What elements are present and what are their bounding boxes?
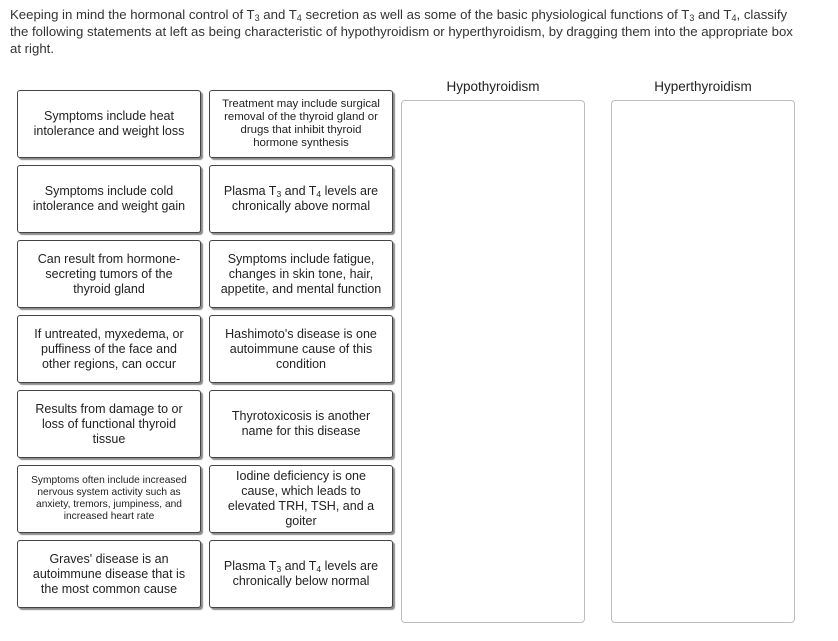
drag-card-fatigue-symptoms[interactable]: Symptoms include fatigue, changes in skin tone, hair, appetite, and mental function	[209, 240, 393, 308]
instructions-text: Keeping in mind the hormonal control of $T_3$ and $T_4$ secretion as well as some of the basic physiological functions of $T_3$ and $T_4$, classify the following statements at left as being characteristic of hypothyroidism or hyperthyroidism, by dragging them into the appropriate box at right.	[10, 7, 793, 56]
drag-card-myxedema[interactable]: If untreated, myxedema, or puffiness of the face and other regions, can occur	[17, 315, 201, 383]
drag-card-surgical-treatment[interactable]: Treatment may include surgical removal of the thyroid gland or drugs that inhibit thyroid hormone synthesis	[209, 90, 393, 158]
hypothyroidism-drop-zone[interactable]	[401, 100, 585, 623]
hypothyroidism-header: Hypothyroidism	[446, 79, 540, 94]
drag-card-heat-intolerance[interactable]: Symptoms include heat intolerance and weight loss	[17, 90, 201, 158]
hyperthyroidism-drop-zone[interactable]	[611, 100, 795, 623]
drag-card-thyroid-tissue-damage[interactable]: Results from damage to or loss of functional thyroid tissue	[17, 390, 201, 458]
drag-card-hashimotos-disease[interactable]: Hashimoto's disease is one autoimmune cause of this condition	[209, 315, 393, 383]
drag-card-levels-above-normal[interactable]: Plasma $T_3$ and $T_4$ levels are chronically above normal	[209, 165, 393, 233]
drag-card-nervous-system-activity[interactable]: Symptoms often include increased nervous system activity such as anxiety, tremors, jumpiness, and increased heart rate	[17, 465, 201, 533]
drag-card-iodine-deficiency[interactable]: Iodine deficiency is one cause, which leads to elevated TRH, TSH, and a goiter	[209, 465, 393, 533]
drag-card-thyrotoxicosis[interactable]: Thyrotoxicosis is another name for this disease	[209, 390, 393, 458]
drag-card-cold-intolerance[interactable]: Symptoms include cold intolerance and weight gain	[17, 165, 201, 233]
hyperthyroidism-header: Hyperthyroidism	[654, 79, 752, 94]
drag-card-hormone-secreting-tumors[interactable]: Can result from hormone-secreting tumors of the thyroid gland	[17, 240, 201, 308]
drag-card-levels-below-normal[interactable]: Plasma $T_3$ and $T_4$ levels are chronically below normal	[209, 540, 393, 608]
drag-card-graves-disease[interactable]: Graves' disease is an autoimmune disease that is the most common cause	[17, 540, 201, 608]
